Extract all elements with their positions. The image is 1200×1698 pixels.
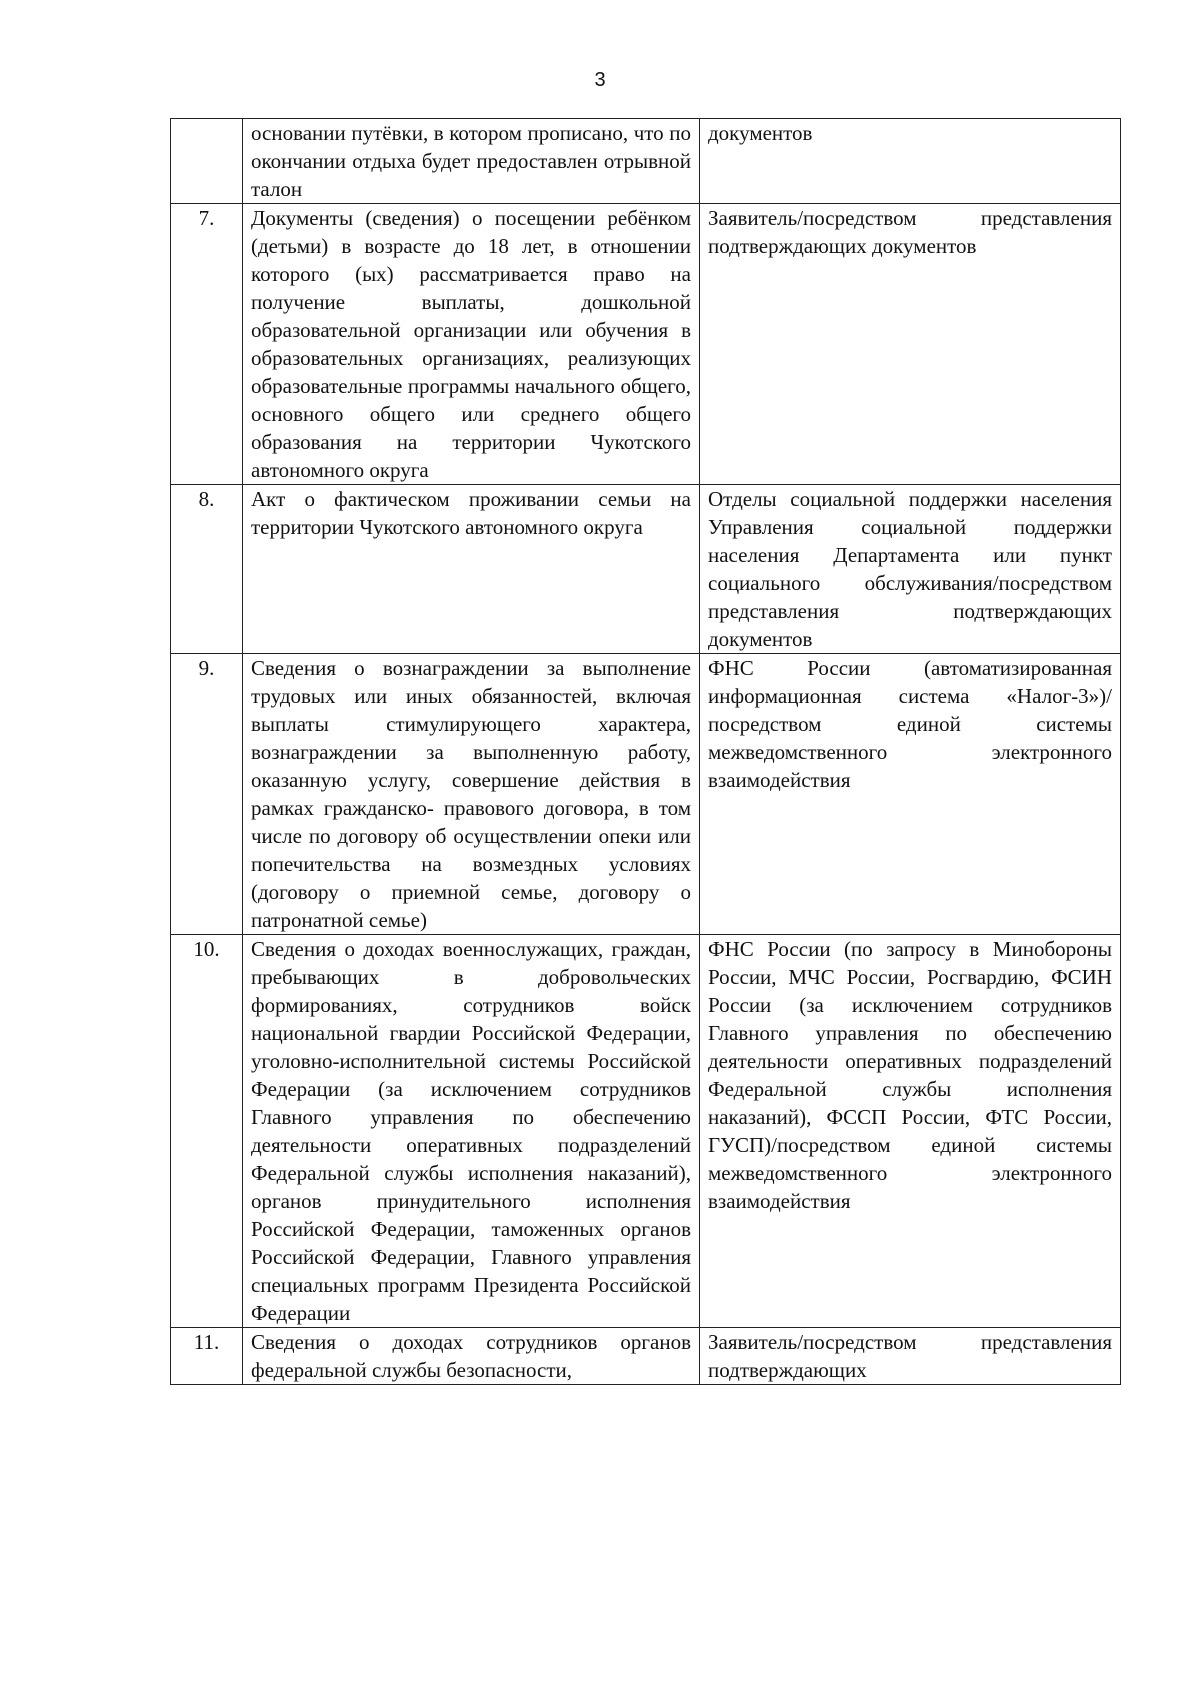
row-number: 8. <box>171 485 243 654</box>
document-cell: Сведения о вознаграждении за выполнение трудовых или иных обязанностей, включая выплаты стимулирующего характера, вознаграждении за выполненную работу, оказанную услугу, совершение действия в рамках гражданско- правового договора, в том числе по договору об осуществлении опеки или попечительства на возмездных условиях (договору о приемной семье, договору о патронатной семье) <box>243 654 700 935</box>
source-cell: документов <box>700 119 1121 204</box>
table-row <box>171 654 1121 935</box>
document-cell: Сведения о доходах сотрудников органов федеральной службы безопасности, <box>243 1328 700 1385</box>
row-number: 11. <box>171 1328 243 1385</box>
document-cell: Сведения о доходах военнослужащих, граждан, пребывающих в добровольческих формированиях, сотрудников войск национальной гвардии Российской Федерации, уголовно-исполнительной системы Российской Федерации (за исключением сотрудников Главного управления по обеспечению деятельности оперативных подразделений Федеральной службы исполнения наказаний), органов принудительного исполнения Российской Федерации, таможенных органов Российской Федерации, Главного управления специальных программ Президента Российской Федерации <box>243 935 700 1328</box>
source-cell: ФНС России (по запросу в Минобороны России, МЧС России, Росгвардию, ФСИН России (за исключением сотрудников Главного управления по обеспечению деятельности оперативных подразделений Федеральной службы исполнения наказаний), ФССП России, ФТС России, ГУСП)/посредством единой системы межведомственного электронного взаимодействия <box>700 935 1121 1328</box>
document-cell: основании путёвки, в котором прописано, что по окончании отдыха будет предоставлен отрывной талон <box>243 119 700 204</box>
row-number: 10. <box>171 935 243 1328</box>
source-cell: Заявитель/посредством представления подтверждающих документов <box>700 204 1121 485</box>
table-row <box>171 204 1121 485</box>
documents-table <box>170 118 1121 1385</box>
row-number <box>171 119 243 204</box>
row-number: 7. <box>171 204 243 485</box>
table-row <box>171 1328 1121 1385</box>
source-cell: Заявитель/посредством представления подтверждающих <box>700 1328 1121 1385</box>
page-number: 3 <box>594 69 606 91</box>
document-cell: Акт о фактическом проживании семьи на территории Чукотского автономного округа <box>243 485 700 654</box>
source-cell: Отделы социальной поддержки населения Управления социальной поддержки населения Департамента или пункт социального обслуживания/посредством представления подтверждающих документов <box>700 485 1121 654</box>
row-number: 9. <box>171 654 243 935</box>
table-row <box>171 485 1121 654</box>
source-cell: ФНС России (автоматизированная информационная система «Налог-3»)/посредством единой системы межведомственного электронного взаимодействия <box>700 654 1121 935</box>
table-row <box>171 119 1121 204</box>
document-cell: Документы (сведения) о посещении ребёнком (детьми) в возрасте до 18 лет, в отношении которого (ых) рассматривается право на получение выплаты, дошкольной образовательной организации или обучения в образовательных организациях, реализующих образовательные программы начального общего, основного общего или среднего общего образования на территории Чукотского автономного округа <box>243 204 700 485</box>
table-row <box>171 935 1121 1328</box>
